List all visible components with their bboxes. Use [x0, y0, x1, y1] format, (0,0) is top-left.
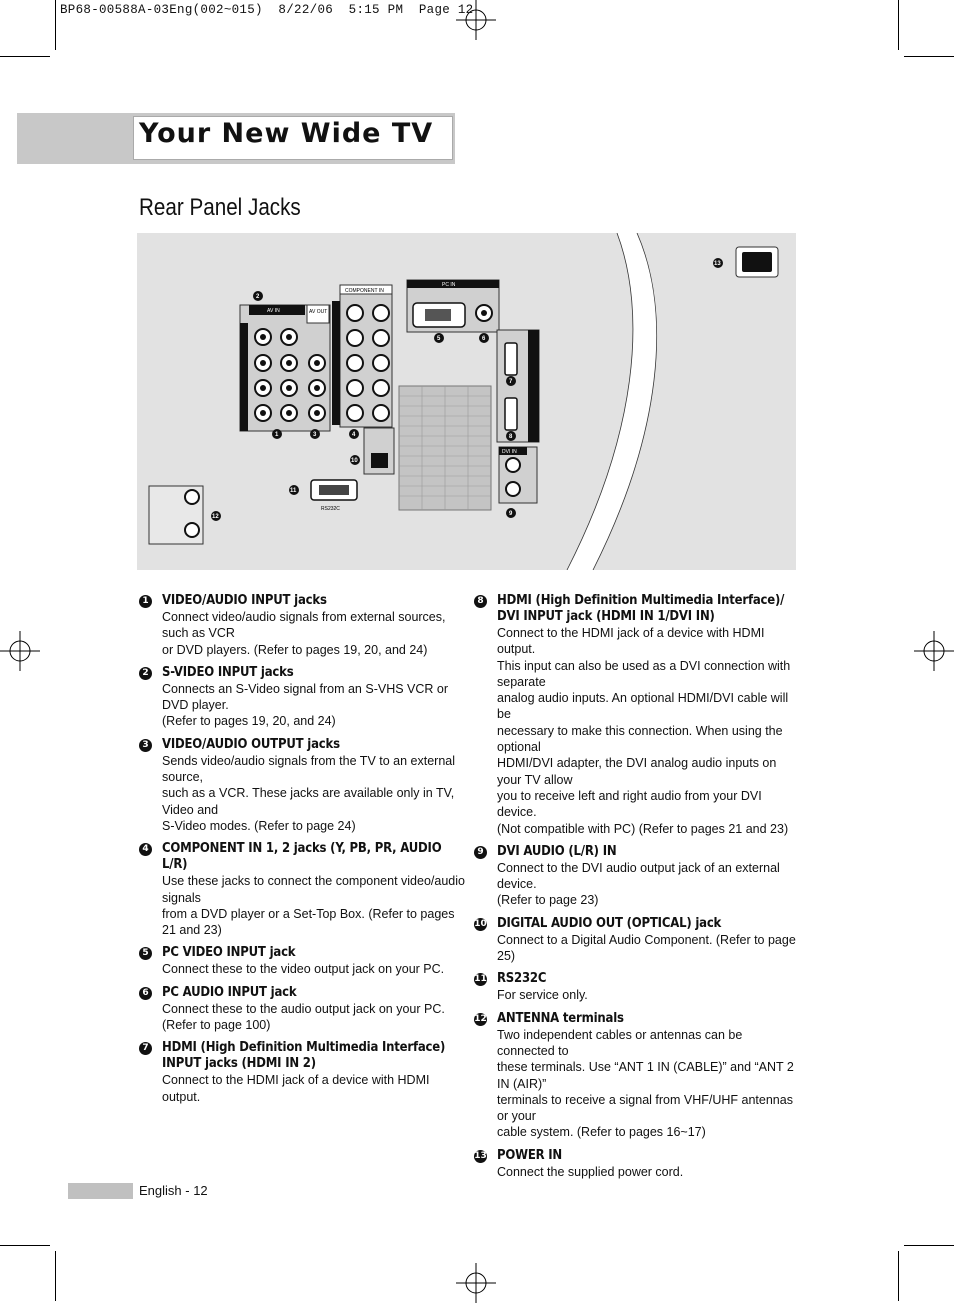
callout-heading: HDMI (High Definition Multimedia Interface)/ DVI INPUT jack (HDMI IN 1/DVI IN)	[497, 593, 785, 624]
callout-item	[474, 971, 796, 1003]
callout-item	[139, 841, 469, 938]
svg-text:9: 9	[509, 511, 513, 517]
svg-text:3: 3	[313, 432, 317, 438]
callout-description: Connect to the HDMI jack of a device with HDMI output. This input can also be used as a DVI connection with separate analog audio inputs. An optional HDMI/DVI cable will be necessary to make this connection. When using the optional HDMI/DVI adapter, the DVI analog audio inputs on your TV allow you to receive left and right audio from your DVI device. (Not compatible with PC) (Refer to pages 21 and 23)	[497, 626, 791, 836]
svg-text:6: 6	[482, 336, 486, 342]
callout-heading: VIDEO/AUDIO OUTPUT jacks	[162, 736, 340, 752]
svg-text:7: 7	[509, 379, 513, 385]
callout-number-icon: 10	[474, 918, 487, 929]
callout-description: Connect the supplied power cord.	[497, 1164, 684, 1179]
svg-text:10: 10	[351, 458, 358, 464]
printer-slug: BP68-00588A-03Eng(002~015) 8/22/06 5:15 PM Page 12	[60, 3, 474, 17]
crop-mark	[0, 1245, 50, 1246]
callout-heading: COMPONENT IN 1, 2 jacks (Y, PB, PR, AUDIO L/R)	[162, 841, 442, 873]
callout-number-icon: 7	[139, 1042, 152, 1055]
callout-list-left	[139, 593, 469, 1112]
section-title: Rear Panel Jacks	[139, 194, 301, 221]
dvi-in-label: DVI IN	[502, 449, 517, 455]
registration-mark-icon	[914, 631, 954, 671]
av-out-label: AV OUT	[309, 309, 328, 315]
callout-item	[474, 1148, 796, 1180]
callout-number-icon: 8	[474, 595, 487, 608]
callout-number-icon: 9	[474, 846, 487, 859]
footer-bar	[68, 1183, 133, 1199]
svg-text:13: 13	[714, 261, 721, 267]
page-title: Your New Wide TV	[139, 118, 434, 149]
callout-item	[139, 985, 469, 1034]
callout-description: Sends video/audio signals from the TV to an external source, such as a VCR. These jacks are available only in TV, Video and S-Video modes. (Refer to page 24)	[162, 753, 455, 833]
callout-description: Connect video/audio signals from external sources, such as VCR or DVD players. (Refer to pages 19, 20, and 24)	[162, 610, 446, 657]
callout-description: Use these jacks to connect the component video/audio signals from a DVD player or a Set-Top Box. (Refer to pages 21 and 23)	[162, 874, 465, 938]
callout-description: Connect to a Digital Audio Component. (Refer to page 25)	[497, 932, 796, 964]
crop-mark	[55, 0, 56, 50]
callout-description: Connect to the DVI audio output jack of an external device. (Refer to page 23)	[497, 860, 780, 908]
callout-heading: DVI AUDIO (L/R) IN	[497, 843, 617, 859]
callout-heading: PC AUDIO INPUT jack	[162, 984, 297, 1000]
rear-panel-diagram	[137, 233, 796, 570]
callout-number-icon: 6	[139, 987, 152, 1000]
callout-heading: PC VIDEO INPUT jack	[162, 945, 296, 961]
callout-description: For service only.	[497, 988, 588, 1003]
callout-description: Connect these to the video output jack on your PC.	[162, 962, 445, 977]
page-footer: English - 12	[139, 1183, 208, 1198]
callout-item	[474, 844, 796, 909]
callout-heading: S-VIDEO INPUT jacks	[162, 664, 294, 680]
crop-mark	[55, 1251, 56, 1301]
callout-heading: VIDEO/AUDIO INPUT jacks	[162, 593, 327, 608]
crop-mark	[904, 56, 954, 57]
callout-description: Connect these to the audio output jack on your PC. (Refer to page 100)	[162, 1001, 445, 1033]
callout-description: Connects an S-Video signal from an S-VHS VCR or DVD player. (Refer to pages 19, 20, and 24)	[162, 681, 449, 729]
rear-panel-illustration	[137, 233, 796, 570]
callout-description: Connect to the HDMI jack of a device with HDMI output.	[162, 1073, 430, 1104]
crop-mark	[898, 0, 899, 50]
callout-number-icon: 12	[474, 1013, 487, 1024]
svg-text:11: 11	[290, 488, 297, 494]
callout-heading: ANTENNA terminals	[497, 1010, 624, 1026]
crop-mark	[904, 1245, 954, 1246]
callout-heading: HDMI (High Definition Multimedia Interface) INPUT jacks (HDMI IN 2)	[162, 1040, 446, 1072]
callout-item	[139, 593, 469, 658]
callout-item	[139, 665, 469, 730]
rs232c-label: RS232C	[321, 506, 340, 512]
svg-text:1: 1	[275, 432, 279, 438]
callout-item	[474, 593, 796, 837]
svg-text:8: 8	[509, 434, 513, 440]
callout-heading: RS232C	[497, 971, 547, 987]
callout-item	[139, 1040, 469, 1105]
registration-mark-icon	[0, 631, 40, 671]
crop-mark	[898, 1251, 899, 1301]
svg-text:5: 5	[437, 336, 441, 342]
callout-description: Two independent cables or antennas can be connected to these terminals. Use “ANT 1 IN (CABLE)” and “ANT 2 IN (AIR)” terminals to receive a signal from VHF/UHF antennas or your cable system. (Refer to pages 16~17)	[497, 1027, 794, 1140]
callout-number-icon: 13	[474, 1150, 487, 1161]
registration-mark-icon	[456, 1263, 496, 1303]
callout-heading: DIGITAL AUDIO OUT (OPTICAL) jack	[497, 915, 722, 931]
callout-item	[474, 1011, 796, 1141]
svg-text:2: 2	[256, 294, 260, 300]
callout-number-icon: 2	[139, 667, 152, 680]
svg-text:4: 4	[352, 432, 356, 438]
pc-in-label: PC IN	[442, 282, 456, 288]
crop-mark	[0, 56, 50, 57]
svg-text:12: 12	[212, 514, 219, 520]
callout-list-right	[474, 593, 796, 1187]
callout-item	[139, 737, 469, 834]
callout-number-icon: 1	[139, 595, 152, 608]
callout-heading: POWER IN	[497, 1147, 563, 1163]
callout-number-icon: 4	[139, 843, 152, 856]
component-in-label: COMPONENT IN	[345, 288, 384, 294]
callout-item	[139, 945, 469, 977]
av-in-label: AV IN	[267, 308, 280, 314]
callout-number-icon: 5	[139, 947, 152, 960]
callout-number-icon: 3	[139, 739, 152, 752]
callout-number-icon: 11	[474, 974, 487, 985]
callout-item	[474, 916, 796, 965]
